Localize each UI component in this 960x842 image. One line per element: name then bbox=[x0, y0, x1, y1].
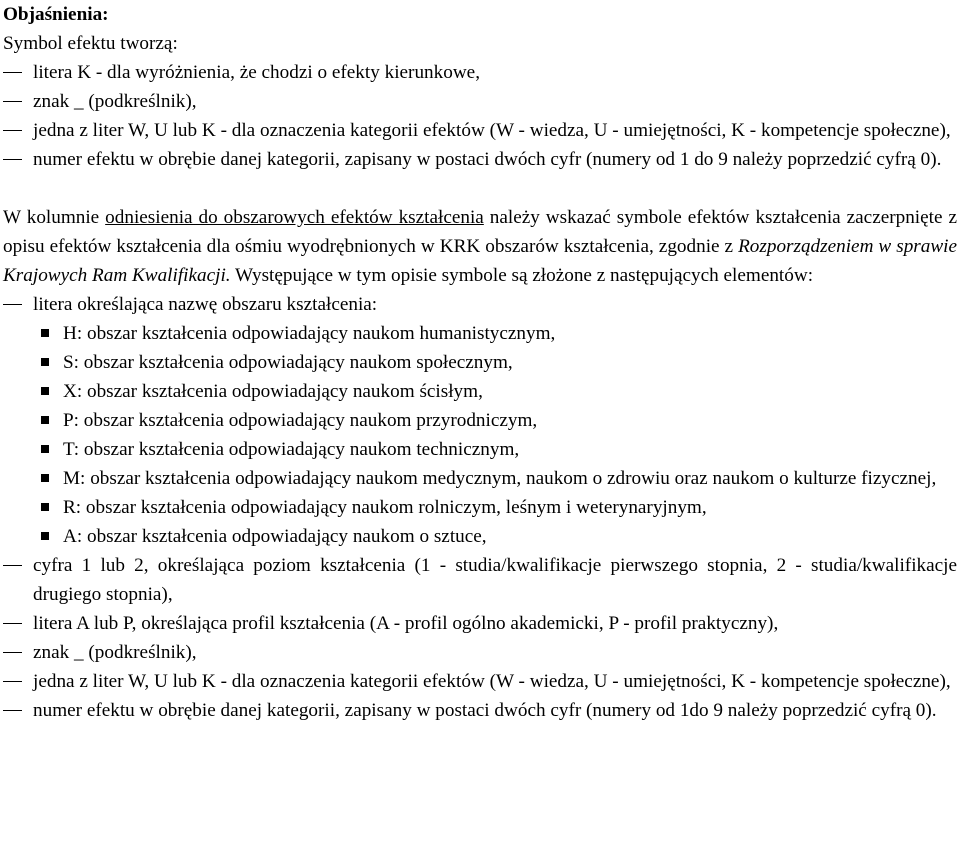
square-bullet-icon bbox=[41, 474, 49, 482]
intro-text: Symbol efektu tworzą: bbox=[3, 33, 178, 54]
list-item: litera A lub P, określająca profil kształcenia (A - profil ogólno akademicki, P - profil praktyczny), bbox=[3, 609, 957, 638]
dash-bullet-icon bbox=[3, 87, 27, 116]
area-symbol-elements-list-continued bbox=[3, 551, 957, 725]
area-item: M: obszar kształcenia odpowiadający naukom medycznym, naukom o zdrowiu oraz naukom o kulturze fizycznej, bbox=[33, 464, 957, 493]
square-bullet-icon bbox=[41, 358, 49, 366]
dash-bullet-icon bbox=[3, 638, 27, 667]
list-item: jedna z liter W, U lub K - dla oznaczenia kategorii efektów (W - wiedza, U - umiejętności, K - kompetencje społeczne), bbox=[3, 116, 957, 145]
list-item: znak _ (podkreślnik), bbox=[3, 638, 957, 667]
list-item: jedna z liter W, U lub K - dla oznaczenia kategorii efektów (W - wiedza, U - umiejętności, K - kompetencje społeczne), bbox=[3, 667, 957, 696]
area-item: T: obszar kształcenia odpowiadający naukom technicznym, bbox=[33, 435, 957, 464]
heading: Objaśnienia: bbox=[3, 4, 109, 25]
dash-bullet-icon bbox=[3, 58, 27, 87]
square-bullet-icon bbox=[41, 329, 49, 337]
list-item: cyfra 1 lub 2, określająca poziom kształcenia (1 - studia/kwalifikacje pierwszego stopnia, 2 - studia/kwalifikacje drugiego stopnia), bbox=[3, 551, 957, 609]
area-item: H: obszar kształcenia odpowiadający naukom humanistycznym, bbox=[33, 319, 957, 348]
square-bullet-icon bbox=[41, 503, 49, 511]
list-item: litera K - dla wyróżnienia, że chodzi o efekty kierunkowe, bbox=[3, 58, 957, 87]
area-item: X: obszar kształcenia odpowiadający naukom ścisłym, bbox=[33, 377, 957, 406]
list-item: numer efektu w obrębie danej kategorii, zapisany w postaci dwóch cyfr (numery od 1do 9 należy poprzedzić cyfrą 0). bbox=[3, 696, 957, 725]
dash-bullet-icon bbox=[3, 290, 27, 319]
square-bullet-icon bbox=[41, 532, 49, 540]
square-bullet-icon bbox=[41, 387, 49, 395]
list-item: litera określająca nazwę obszaru kształcenia: bbox=[3, 290, 957, 319]
dash-bullet-icon bbox=[3, 696, 27, 725]
area-symbol-elements-list bbox=[3, 290, 957, 319]
symbol-components-list bbox=[3, 58, 957, 174]
square-bullet-icon bbox=[41, 416, 49, 424]
dash-bullet-icon bbox=[3, 145, 27, 174]
area-item: S: obszar kształcenia odpowiadający naukom społecznym, bbox=[33, 348, 957, 377]
area-item: R: obszar kształcenia odpowiadający naukom rolniczym, leśnym i weterynaryjnym, bbox=[33, 493, 957, 522]
dash-bullet-icon bbox=[3, 116, 27, 145]
regulation-title: Rozporządzeniem w sprawie Krajowych Ram Kwalifikacji. bbox=[3, 236, 957, 286]
dash-bullet-icon bbox=[3, 667, 27, 696]
square-bullet-icon bbox=[41, 445, 49, 453]
area-item: A: obszar kształcenia odpowiadający naukom o sztuce, bbox=[33, 522, 957, 551]
list-item: numer efektu w obrębie danej kategorii, zapisany w postaci dwóch cyfr (numery od 1 do 9 należy poprzedzić cyfrą 0). bbox=[3, 145, 957, 174]
area-codes-list bbox=[3, 319, 957, 551]
area-item: P: obszar kształcenia odpowiadający naukom przyrodniczym, bbox=[33, 406, 957, 435]
dash-bullet-icon bbox=[3, 551, 27, 580]
dash-bullet-icon bbox=[3, 609, 27, 638]
explanation-paragraph: W kolumnie odniesienia do obszarowych efektów kształcenia należy wskazać symbole efektów kształcenia zaczerpnięte z opisu efektów kształcenia dla ośmiu wyodrębnionych w KRK obszarów kształcenia, zgodnie z Rozporządzeniem w sprawie Krajowych Ram Kwalifikacji. Występujące w tym opisie symbole są złożone z następujących elementów: bbox=[3, 207, 957, 286]
underlined-term: odniesienia do obszarowych efektów kształcenia bbox=[105, 207, 484, 228]
list-item: znak _ (podkreślnik), bbox=[3, 87, 957, 116]
